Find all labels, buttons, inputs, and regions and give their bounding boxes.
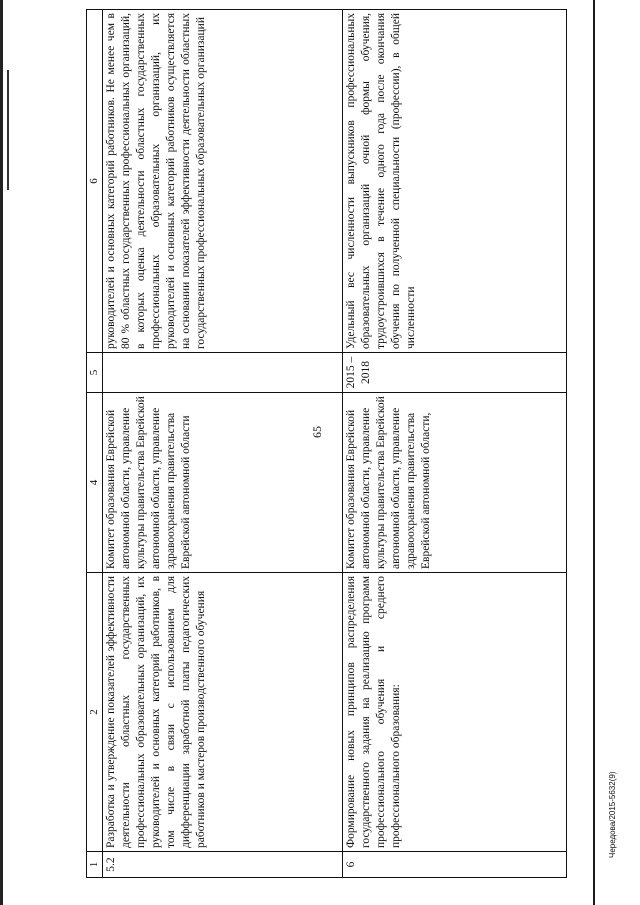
indicator-text: Удельный вес численности выпускников профессиональных образовательных организаций очной формы обучения, трудоустроившихся в течение одного года после окончания обучения по полученной специальности (профессии), в общей численности <box>343 10 567 353</box>
measures-table <box>86 9 567 878</box>
header-col-2: 2 <box>87 573 103 852</box>
indicator-text: руководителей и основных категорий работников. Не менее чем в 80 % областных государственных профессиональных организаций, в которых оценка деятельности областных государственных профессиональных образовательных организаций, их руководителей и основных категорий работников осуществляется на основании показателей эффективности деятельности областных государственных профессиональных образовательных организаций <box>103 10 343 353</box>
table-header-row <box>87 10 103 878</box>
executor-text: Комитет образования Еврейской автономной области, управление культуры правительства Еврейской автономной области, управление здравоохранения правительства Еврейской автономной области, <box>343 393 567 573</box>
measure-text: Разработка и утверждение показателей эффективности деятельности областных государственных профессиональных образовательных организаций, их руководителей и основных категорий работников, в том числе в связи с использованием для дифференциации заработной платы педагогических работников и мастеров производственного обучения <box>103 573 343 852</box>
document-stamp: Чередова/2015-5632(9) <box>608 771 617 858</box>
rotated-page <box>86 10 566 878</box>
header-col-5: 5 <box>87 353 103 393</box>
header-col-6: 6 <box>87 10 103 353</box>
row-number: 5.2 <box>103 852 343 878</box>
period-text <box>103 353 343 393</box>
row-number: 6 <box>343 852 567 878</box>
executor-text: Комитет образования Еврейской автономной области, управление культуры правительства Еврейской автономной области, управление здравоохранения правительства Еврейской автономной области <box>103 393 343 573</box>
header-col-1: 1 <box>87 852 103 878</box>
measure-text: Формирование новых принципов распределения государственного задания на реализацию программ профессионального обучения и среднего профессионального образования: <box>343 573 567 852</box>
table-row <box>343 10 567 878</box>
scan-mark <box>7 70 9 190</box>
header-col-4: 4 <box>87 393 103 573</box>
page-number: 65 <box>310 426 324 438</box>
table-row <box>103 10 343 878</box>
margin-rule <box>593 0 595 905</box>
period-text: 2015 – 2018 <box>343 353 567 393</box>
scan-edge <box>0 0 3 905</box>
